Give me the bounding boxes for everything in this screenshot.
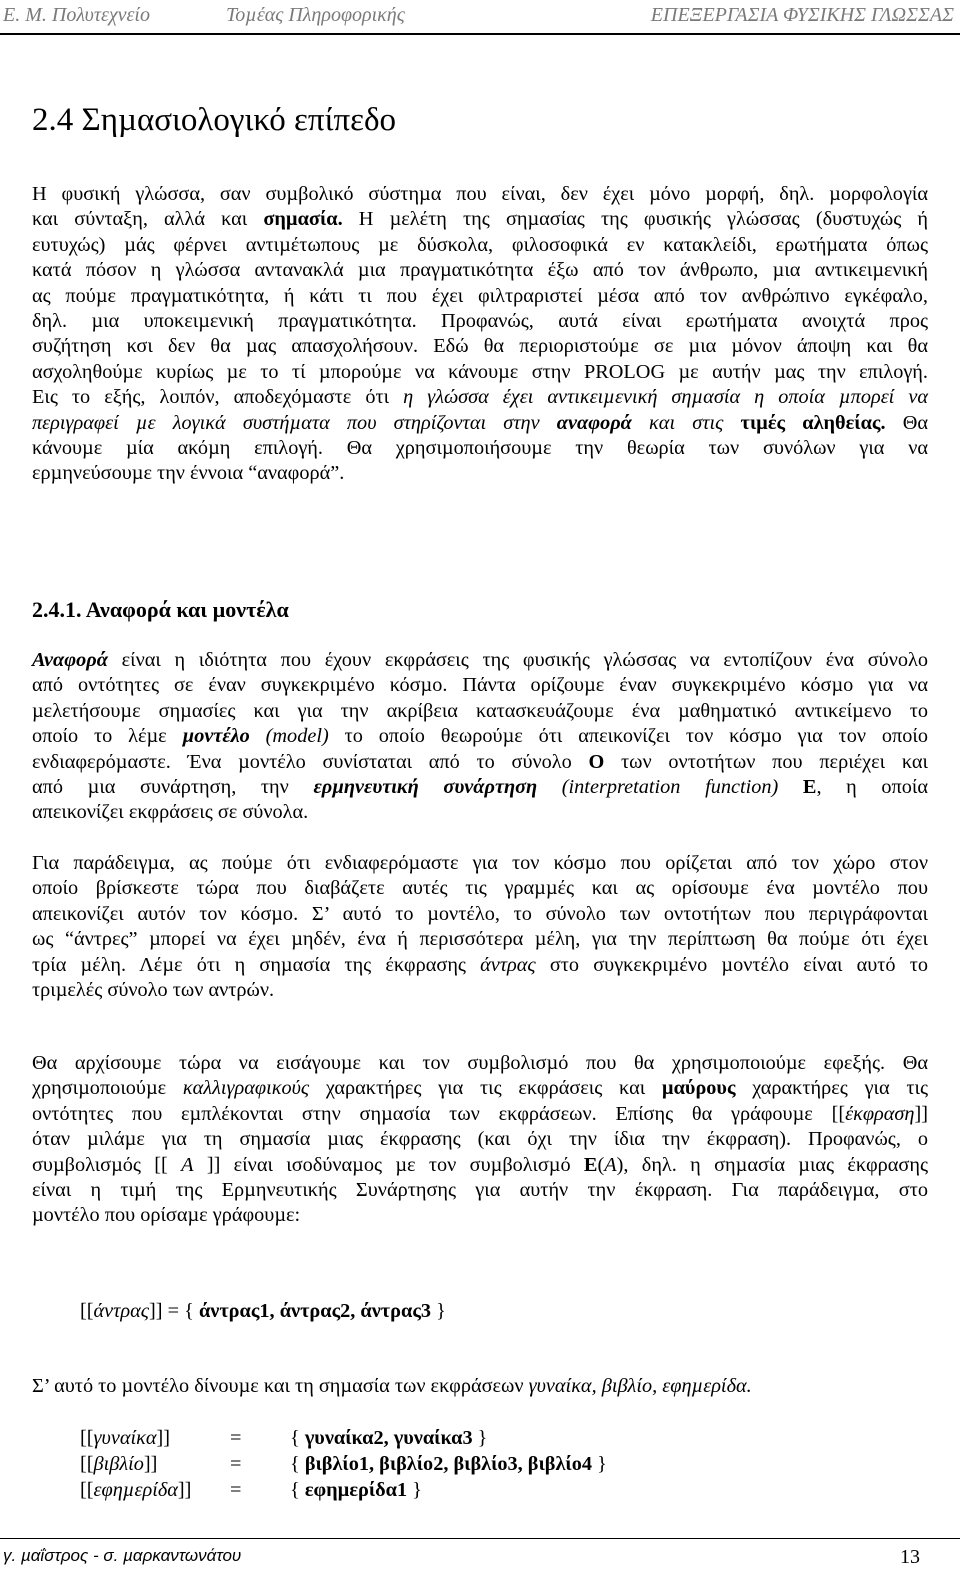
text-run: χαρακτήρες για τις εκφράσεις και	[309, 1077, 662, 1100]
text-run: Θα	[885, 411, 928, 434]
text-run: }	[431, 1300, 446, 1322]
italic-text: γυναίκα, βιβλίο, εφηµερίδα.	[528, 1375, 752, 1397]
text-line: µοντέλο που ορίσαµε γράφουµε:	[32, 1204, 301, 1227]
text-line: κάνουµε µία ακόµη επιλογή. Θα χρησιµοποιήσουµε την θεωρία των συνόλων για να	[32, 437, 928, 460]
emphasis-text: αναφορά	[556, 411, 632, 434]
equals-sign: =	[230, 1427, 242, 1449]
text-line: ευτυχώς) µάς φέρνει αντιµέτωπους µε δύσκολα, φιλοσοφικά εν κατακλείδι, ερωτήµατα όπως	[32, 233, 928, 256]
italic-text: η γλώσσα έχει αντικειµενική σηµασία η οποία µπορεί να	[403, 386, 928, 409]
set-members: βιβλίο1, βιβλίο2, βιβλίο3, βιβλίο4	[304, 1453, 592, 1475]
emphasis-text: τιµές αληθείας.	[740, 411, 886, 434]
text-run: οποίο το λέµε	[32, 725, 183, 748]
definition-row	[80, 1451, 607, 1477]
text-line	[32, 1076, 928, 1101]
definition-term	[80, 1451, 230, 1477]
text-run: }	[472, 1427, 488, 1449]
text-line	[32, 953, 928, 978]
text-run: στο συγκεκριµένο µοντέλο είναι αυτό το	[535, 953, 929, 976]
italic-text: A	[604, 1153, 617, 1176]
italic-text: καλλιγραφικούς	[182, 1077, 310, 1100]
text-line: απεικονίζει εκφράσεις σε σύνολα.	[32, 801, 309, 824]
italic-text: βιβλίο	[93, 1453, 144, 1475]
text-line	[32, 411, 928, 436]
section-title: 2.4 Σηµασιολογικό επίπεδο	[32, 102, 397, 138]
text-line: ερµηνεύσουµε την έννοια “αναφορά”.	[32, 462, 345, 485]
definition-row	[80, 1477, 607, 1503]
equals-sign: =	[230, 1453, 242, 1475]
text-line	[32, 1153, 928, 1178]
text-run: Σ’ αυτό το µοντέλο δίνουµε και τη σηµασία των εκφράσεων	[32, 1375, 529, 1397]
definition-row	[80, 1425, 607, 1451]
text-line: Θα αρχίσουµε τώρα να εισάγουµε και τον συµβολισµό που θα χρησιµοποιούµε εφεξής. Θα	[32, 1052, 928, 1074]
set-members: εφηµερίδα1	[304, 1479, 408, 1501]
formula-men-set	[80, 1300, 446, 1323]
text-line: ως “άντρες” µπορεί να έχει µηδέν, ένα ή περισσότερα µέλη, για την περίπτωση θα πούµε ότι έχει	[32, 928, 928, 951]
subsection-title: 2.4.1. Αναφορά και µοντέλα	[32, 597, 289, 622]
text-run: ]]	[143, 1453, 158, 1475]
text-line: Η φυσική γλώσσα, σαν συµβολικό σύστηµα που είναι, δεν έχει µόνο µορφή, δηλ. µορφολογία	[32, 183, 928, 205]
header-department: Τοµέας Πληροφορικής	[226, 4, 405, 26]
text-line: τριµελές σύνολο των αντρών.	[32, 979, 275, 1002]
text-run: {	[290, 1479, 305, 1501]
text-run: ενδιαφερόµαστε. Ένα µοντέλο συνίσταται από το σύνολο	[32, 750, 589, 773]
text-line	[32, 648, 928, 673]
text-run: [[	[80, 1479, 94, 1501]
set-members: άντρας1, άντρας2, άντρας3	[198, 1300, 432, 1322]
definitions-table	[80, 1425, 607, 1503]
text-run: }	[407, 1479, 422, 1501]
text-run: ), δηλ. η σηµασία µιας έκφρασης	[616, 1153, 928, 1176]
italic-text: (interpretation function)	[537, 776, 803, 799]
symbol-text: E	[583, 1153, 598, 1176]
definition-term	[80, 1477, 230, 1503]
text-run: ]]	[177, 1479, 192, 1501]
text-line: δηλ. µια υποκειµενική πραγµατικότητα. Προφανώς, αυτά είναι ερωτήµατα ανοιχτά προς	[32, 310, 928, 333]
text-run: [[	[80, 1427, 94, 1449]
symbol-text: O	[588, 750, 605, 773]
text-line: όταν µιλάµε για τη σηµασία µιας έκφρασης (και όχι την ίδια την έκφραση). Προφανώς, ο	[32, 1128, 928, 1151]
paragraph-notation	[32, 1051, 928, 1229]
italic-text: (model)	[249, 725, 329, 748]
text-line: ας πούµε πραγµατικότητα, ή κάτι τι που έχει φιλτραριστεί µέσα από τον ανθρώπινο εγκέφαλο,	[32, 284, 928, 307]
text-run: και σύνταξη, αλλά και	[32, 208, 264, 231]
text-run: ]]	[914, 1102, 928, 1125]
text-run: ]] είναι ισοδύναµος µε τον συµβολισµό	[193, 1153, 584, 1176]
text-run: συµβολισµός [[	[32, 1153, 182, 1176]
emphasis-text: σηµασία.	[263, 208, 343, 231]
text-line: ασχοληθούµε κυρίως µε το τί µπορούµε να κάνουµε στην PROLOG µε αυτήν µας την επιλογή.	[32, 360, 928, 383]
term-text: Αναφορά	[32, 649, 108, 671]
text-line: µελετήσουµε σηµασίες και για την ακρίβεια κατασκευάζουµε ένα µαθηµατικό αντικείµενο το	[32, 699, 928, 722]
italic-text: A	[181, 1153, 194, 1176]
text-line	[32, 724, 928, 749]
paragraph-example	[32, 851, 928, 1003]
text-line	[32, 385, 928, 410]
text-run: (	[597, 1153, 605, 1176]
text-line: οποίο βρίσκεστε τώρα που διαβάζετε αυτές τις γραµµές και ας ορίσουµε ένα µοντέλο που	[32, 877, 928, 900]
text-line: από οντότητες σε έναν συγκεκριµένο κόσµο. Πάντα ορίζουµε έναν συγκεκριµένο κόσµο για να	[32, 674, 928, 697]
text-line	[32, 207, 928, 232]
italic-text: έκφραση	[845, 1102, 915, 1125]
text-run: ]] = {	[149, 1300, 199, 1322]
footer-authors: γ. µαΐστρος - σ. µαρκαντωνάτου	[3, 1546, 242, 1565]
text-run: Η µελέτη της σηµασίας της φυσικής γλώσσας (δυστυχώς ή	[342, 208, 928, 231]
italic-text: περιγραφεί µε λογικά συστήµατα που στηρίζονται στην	[32, 411, 557, 434]
header-institution: Ε. Μ. Πολυτεχνείο	[3, 4, 150, 26]
running-header	[0, 0, 960, 32]
emphasis-text: µαύρους	[661, 1077, 736, 1100]
italic-text: εφηµερίδα	[93, 1479, 178, 1501]
text-line: κατά πόσον η γλώσσα αντανακλά µια πραγµατικότητα έξω από τον άνθρωπο, µια αντικειµενική	[32, 259, 928, 282]
paragraph-reference-definition	[32, 648, 928, 826]
text-run: Εις το εξής, λοιπόν, αποδεχόµαστε ότι	[32, 386, 404, 409]
text-line	[32, 775, 928, 800]
term-text: ερµηνευτική συνάρτηση	[313, 776, 538, 799]
definition-value	[290, 1451, 607, 1477]
text-run: των οντοτήτων που περιέχει και	[604, 750, 928, 773]
header-course: ΕΠΕΞΕΡΓΑΣΙΑ ΦΥΣΙΚΗΣ ΓΛΩΣΣΑΣ	[650, 4, 954, 26]
text-line	[32, 1102, 928, 1127]
italic-text: γυναίκα	[93, 1427, 157, 1449]
text-run: χαρακτήρες για τις	[735, 1077, 928, 1100]
text-run: είναι η ιδιότητα που έχουν εκφράσεις της φυσικής γλώσσας να εντοπίζουν ένα σύνολο	[107, 649, 928, 671]
footer-divider	[0, 1538, 960, 1539]
text-line: είναι η τιµή της Ερµηνευτικής Συνάρτησης για αυτήν την έκφραση. Για παράδειγµα, στο	[32, 1179, 928, 1202]
text-run: , η οποία	[816, 776, 928, 799]
text-line	[32, 750, 928, 775]
text-line: απεικονίζει αυτόν τον κόσµο. Σ’ αυτό το µοντέλο, το σύνολο των οντοτήτων που περιγράφονται	[32, 902, 928, 925]
italic-text: άντρας	[480, 953, 536, 976]
italic-text: και στις	[631, 411, 741, 434]
text-run: ]]	[156, 1427, 170, 1449]
term-text: µοντέλο	[182, 725, 250, 748]
definition-term	[80, 1425, 230, 1451]
text-run: [[	[80, 1453, 94, 1475]
text-line: συζήτηση κσι δεν θα µας απασχολήσουν. Εδώ θα περιοριστούµε σε µια µόνον άποψη και θα	[32, 335, 928, 358]
paragraph-more-meanings	[32, 1375, 752, 1398]
definition-value	[290, 1425, 487, 1451]
text-run: [[	[80, 1300, 94, 1322]
text-run: {	[290, 1453, 305, 1475]
symbol-text: E	[802, 776, 817, 799]
equals-sign: =	[230, 1479, 242, 1501]
text-run: το οποίο θεωρούµε ότι απεικονίζει τον κόσµο για τον οποίο	[328, 725, 928, 748]
text-run: }	[592, 1453, 607, 1475]
header-divider	[0, 33, 960, 35]
italic-text: άντρας	[93, 1300, 150, 1322]
text-run: οντότητες που εµπλέκονται στην σηµασία των εκφράσεων. Επίσης θα γράφουµε [[	[32, 1102, 846, 1125]
definition-value	[290, 1477, 422, 1503]
paragraph-semantics-intro	[32, 182, 928, 487]
page-footer	[0, 1546, 960, 1576]
text-line: Για παράδειγµα, ας πούµε ότι ενδιαφερόµαστε για τον κόσµο που ορίζεται από τον χώρο στον	[32, 852, 928, 874]
text-run: τρία µέλη. Λέµε ότι η σηµασία της έκφρασης	[32, 953, 481, 976]
page-number: 13	[900, 1546, 920, 1568]
set-members: γυναίκα2, γυναίκα3	[304, 1427, 473, 1449]
text-run: {	[290, 1427, 305, 1449]
text-run: χρησιµοποιούµε	[32, 1077, 183, 1100]
text-run: από µια συνάρτηση, την	[32, 776, 314, 799]
